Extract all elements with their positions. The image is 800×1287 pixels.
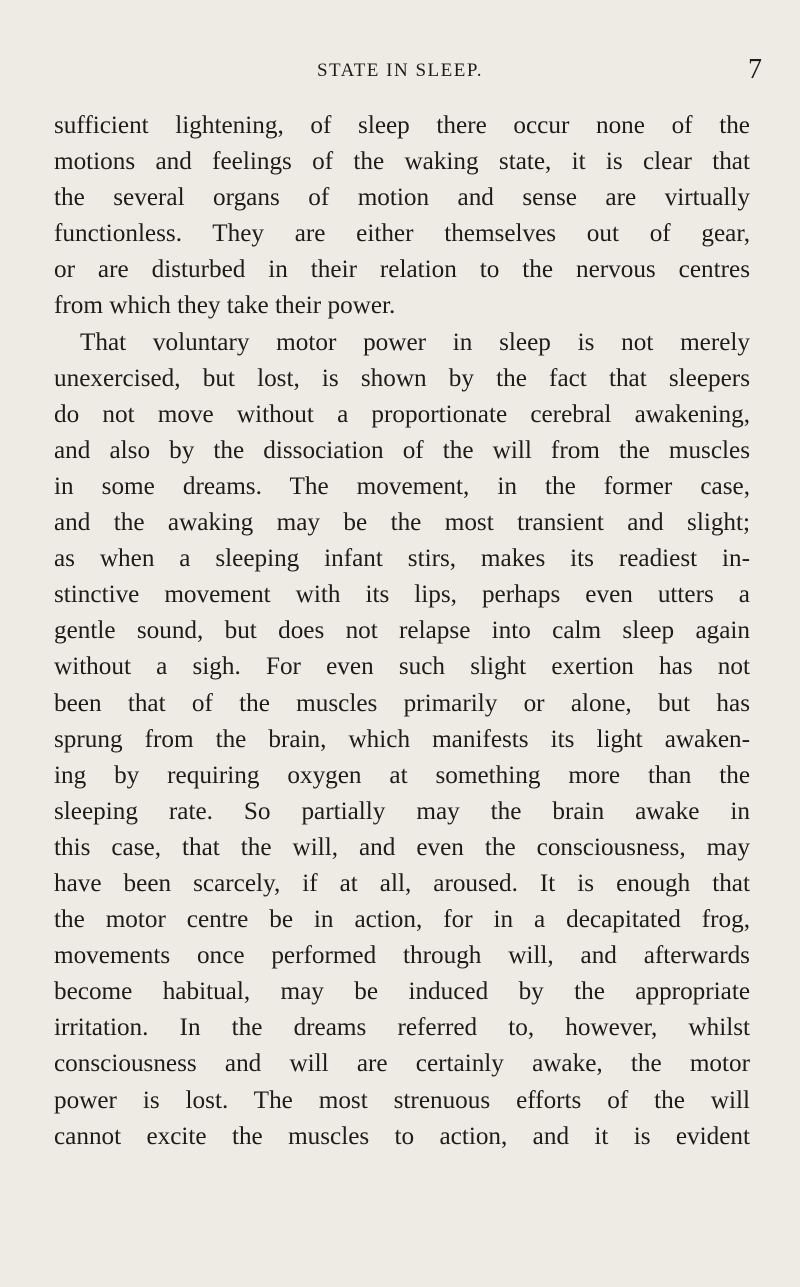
text-line: cannot excite the muscles to action, and it is evident (54, 1122, 750, 1150)
text-line: this case, that the will, and even the consciousness, may (54, 833, 750, 861)
text-line: from which they take their power. (54, 292, 396, 320)
text-line: motions and feelings of the waking state, it is clear that (54, 148, 750, 176)
text-line: unexercised, but lost, is shown by the fact that sleepers (54, 364, 750, 392)
body-text (54, 108, 750, 1155)
text-line: irritation. In the dreams referred to, however, whilst (54, 1014, 750, 1042)
text-line: sufficient lightening, of sleep there occur none of the (54, 112, 750, 139)
text-line: the motor centre be in action, for in a decapitated frog, (54, 906, 750, 934)
text-line: movements once performed through will, and afterwards (54, 942, 750, 970)
paragraph-first-line: That voluntary motor power in sleep is not merely (80, 328, 750, 356)
text-line: and the awaking may be the most transient and slight; (54, 509, 750, 537)
text-line: as when a sleeping infant stirs, makes its readiest in- (54, 545, 750, 573)
text-line: consciousness and will are certainly awake, the motor (54, 1050, 750, 1078)
text-line: been that of the muscles primarily or alone, but has (54, 689, 750, 717)
text-line: stinctive movement with its lips, perhaps even utters a (54, 581, 750, 609)
text-line: the several organs of motion and sense are virtually (54, 184, 750, 212)
text-line: functionless. They are either themselves out of gear, (54, 220, 750, 248)
text-line: without a sigh. For even such slight exertion has not (54, 653, 750, 681)
text-line: do not move without a proportionate cerebral awakening, (54, 400, 750, 428)
text-line: sprung from the brain, which manifests its light awaken- (54, 725, 750, 753)
text-line: gentle sound, but does not relapse into calm sleep again (54, 617, 750, 645)
text-line: or are disturbed in their relation to the nervous centres (54, 256, 750, 284)
text-line: and also by the dissociation of the will from the muscles (54, 436, 750, 464)
text-line: have been scarcely, if at all, aroused. It is enough that (54, 869, 750, 897)
text-line: ing by requiring oxygen at something more than the (54, 761, 750, 789)
running-head (0, 54, 800, 94)
text-line: sleeping rate. So partially may the brain awake in (54, 797, 750, 825)
text-line: power is lost. The most strenuous efforts of the will (54, 1086, 750, 1114)
running-title: STATE IN SLEEP. (316, 60, 484, 81)
page-number: 7 (748, 54, 762, 85)
text-line: in some dreams. The movement, in the former case, (54, 472, 750, 500)
text-line: become habitual, may be induced by the appropriate (54, 978, 750, 1006)
